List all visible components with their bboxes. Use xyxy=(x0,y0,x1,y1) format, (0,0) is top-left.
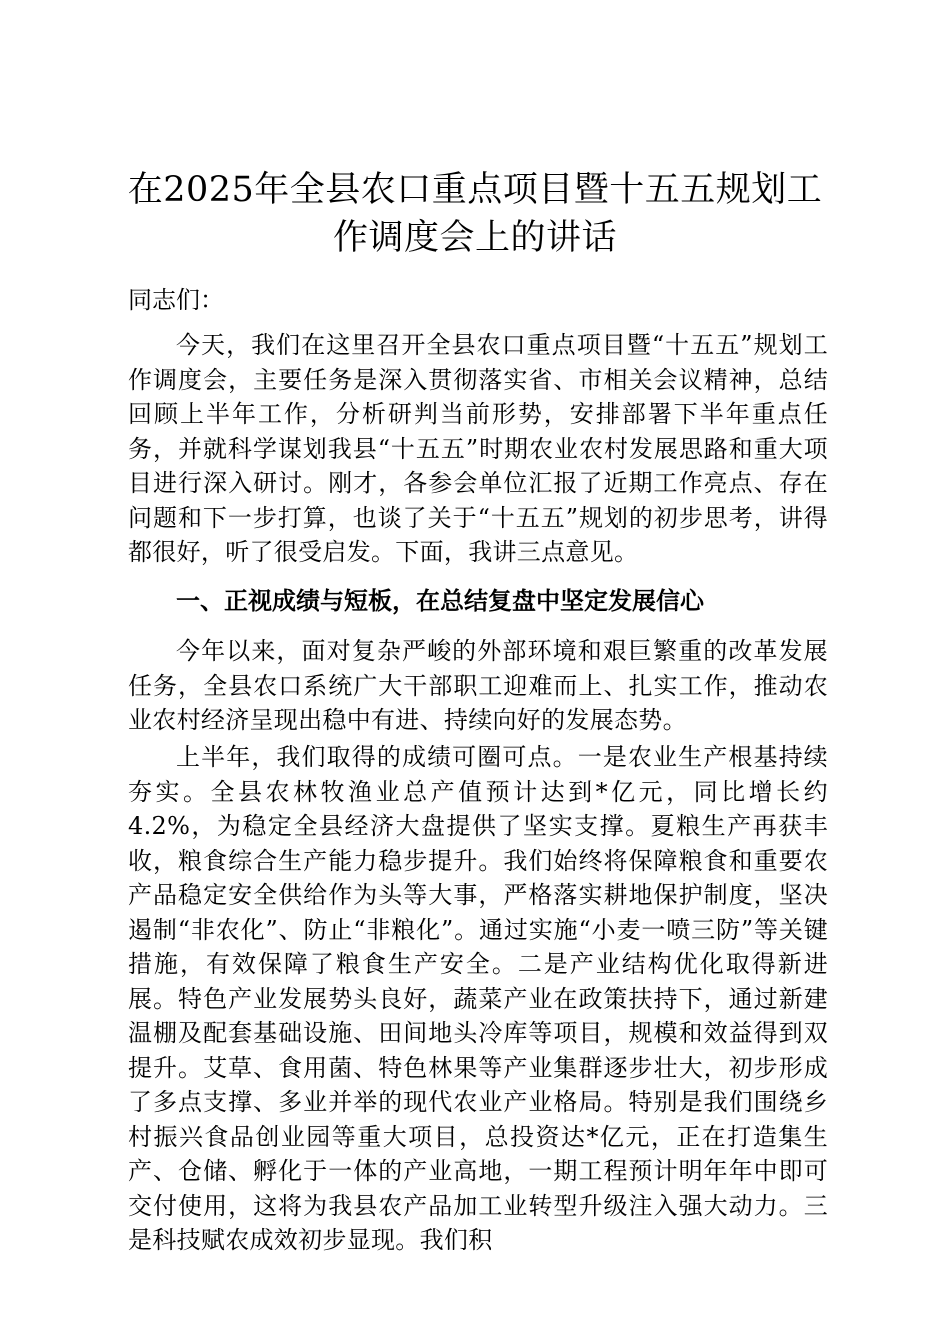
section-heading: 一、正视成绩与短板，在总结复盘中坚定发展信心 xyxy=(176,587,704,615)
salutation: 同志们： xyxy=(128,286,224,314)
document-title: 在2025年全县农口重点项目暨十五五规划工作调度会上的讲话 xyxy=(127,170,823,258)
paragraph-overview: 今年以来，面对复杂严峻的外部环境和艰巨繁重的改革发展任务，全县农口系统广大干部职工迎难而上、扎实工作，推动农业农村经济呈现出稳中有进、持续向好的发展态势。 xyxy=(128,637,828,734)
paragraph-achievements: 上半年，我们取得的成绩可圈可点。一是农业生产根基持续夯实。全县农林牧渔业总产值预计达到*亿元，同比增长约4.2%，为稳定全县经济大盘提供了坚实支撑。夏粮生产再获丰收，粮食综合生产能力稳步提升。我们始终将保障粮食和重要农产品稳定安全供给作为头等大事，严格落实耕地保护制度，坚决遏制“非农化”、防止“非粮化”。通过实施“小麦一喷三防”等关键措施，有效保障了粮食生产安全。二是产业结构优化取得新进展。特色产业发展势头良好，蔬菜产业在政策扶持下，通过新建温棚及配套基础设施、田间地头冷库等项目，规模和效益得到双提升。艾草、食用菌、特色林果等产业集群逐步壮大，初步形成了多点支撑、多业并举的现代农业产业格局。特别是我们围绕乡村振兴食品创业园等重大项目，总投资达*亿元，正在打造集生产、仓储、孵化于一体的产业高地，一期工程预计明年年中即可交付使用，这将为我县农产品加工业转型升级注入强大动力。三是科技赋农成效初步显现。我们积 xyxy=(128,743,828,1254)
paragraph-opening: 今天，我们在这里召开全县农口重点项目暨“十五五”规划工作调度会，主要任务是深入贯彻落实省、市相关会议精神，总结回顾上半年工作，分析研判当前形势，安排部署下半年重点任务，并就科学谋划我县“十五五”时期农业农村发展思路和重大项目进行深入研讨。刚才，各参会单位汇报了近期工作亮点、存在问题和下一步打算，也谈了关于“十五五”规划的初步思考，讲得都很好，听了很受启发。下面，我讲三点意见。 xyxy=(128,331,828,566)
